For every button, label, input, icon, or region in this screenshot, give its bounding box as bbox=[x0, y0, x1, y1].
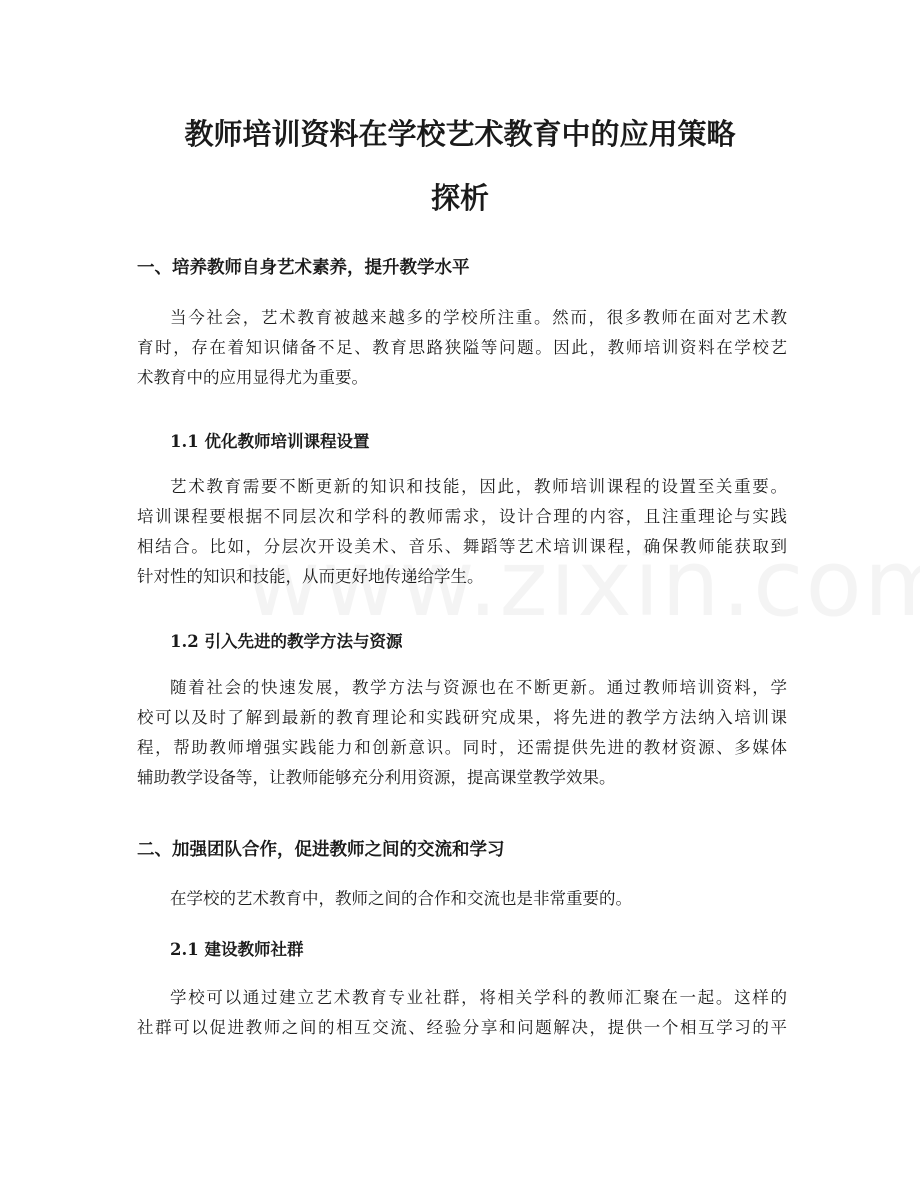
paragraph-line: 校可以及时了解到最新的教育理论和实践研究成果，将先进的教学方法纳入培训课 bbox=[137, 708, 787, 727]
subsection-1-2-paragraph bbox=[137, 673, 787, 793]
paragraph-line: 辅助教学设备等，让教师能够充分利用资源，提高课堂教学效果。 bbox=[137, 768, 616, 787]
paragraph-line: 学校可以通过建立艺术教育专业社群，将相关学科的教师汇聚在一起。这样的 bbox=[170, 988, 787, 1007]
section-2-heading: 二、加强团队合作，促进教师之间的交流和学习 bbox=[137, 840, 505, 860]
subsection-2-1-paragraph bbox=[137, 983, 787, 1043]
paragraph-line: 程，帮助教师增强实践能力和创新意识。同时，还需提供先进的教材资源、多媒体 bbox=[137, 738, 787, 757]
subsection-2-1-heading: 2.1 建设教师社群 bbox=[170, 940, 304, 959]
paragraph-line: 相结合。比如，分层次开设美术、音乐、舞蹈等艺术培训课程，确保教师能获取到 bbox=[137, 537, 787, 556]
document-title-line-1: 教师培训资料在学校艺术教育中的应用策略 bbox=[184, 117, 736, 151]
paragraph-line: 在学校的艺术教育中，教师之间的合作和交流也是非常重要的。 bbox=[170, 889, 632, 908]
paragraph-line: 术教育中的应用显得尤为重要。 bbox=[137, 368, 368, 387]
paragraph-line: 培训课程要根据不同层次和学科的教师需求，设计合理的内容，且注重理论与实践 bbox=[137, 507, 787, 526]
subsection-1-1-paragraph bbox=[137, 472, 787, 592]
section-1-intro-paragraph bbox=[137, 303, 787, 393]
subsection-1-2-heading: 1.2 引入先进的教学方法与资源 bbox=[170, 632, 403, 651]
subsection-1-1-heading: 1.1 优化教师培训课程设置 bbox=[170, 432, 370, 451]
paragraph-line: 艺术教育需要不断更新的知识和技能，因此，教师培训课程的设置至关重要。 bbox=[170, 477, 787, 496]
paragraph-line: 当今社会，艺术教育被越来越多的学校所注重。然而，很多教师在面对艺术教 bbox=[170, 308, 787, 327]
document-title-line-2: 探析 bbox=[430, 181, 489, 215]
section-2-intro-paragraph bbox=[137, 884, 787, 914]
section-1-heading: 一、培养教师自身艺术素养，提升教学水平 bbox=[137, 258, 470, 278]
paragraph-line: 针对性的知识和技能，从而更好地传递给学生。 bbox=[137, 567, 484, 586]
paragraph-line: 社群可以促进教师之间的相互交流、经验分享和问题解决，提供一个相互学习的平 bbox=[137, 1018, 787, 1037]
paragraph-line: 随着社会的快速发展，教学方法与资源也在不断更新。通过教师培训资料，学 bbox=[170, 678, 787, 697]
paragraph-line: 育时，存在着知识储备不足、教育思路狭隘等问题。因此，教师培训资料在学校艺 bbox=[137, 338, 787, 357]
